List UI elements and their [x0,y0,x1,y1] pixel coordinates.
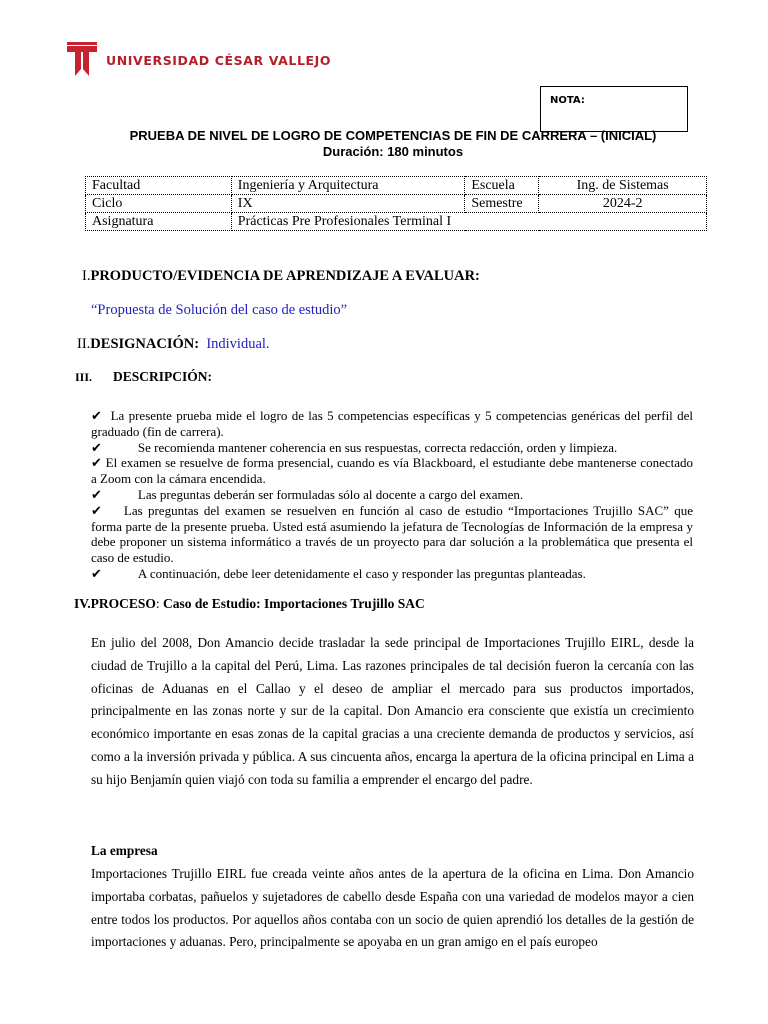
bullet-text: A continuación, debe leer detenidamente el caso y responder las preguntas planteadas. [137,565,586,581]
list-item [91,487,693,503]
list-item [91,440,693,456]
check-icon: ✔ [91,565,102,581]
check-icon: ✔ [91,455,102,471]
section-4-heading [74,596,425,612]
section-title: DESIGNACIÓN: [90,336,200,352]
section-2-heading [77,336,270,353]
paragraph-text: En julio del 2008, Don Amancio decide trasladar la sede principal de Importaciones Trujillo EIRL, desde la ciudad de Trujillo a la capital del Perú, Lima. Las razones principales de tal decisión fueron la cercanía con las oficinas de Aduanas en el Callao y el deseo de ampliar el mercado para sus productos importados, principalmente en las zonas norte y sur de la capital. Don Amancio era consciente que existía un crecimiento económico importante en esas zonas de la capital gracias a una creciente demanda de productos y servicios, así como a la inversión privada y pública. A sus cincuenta años, encarga la apertura de la oficina principal en Lima a su hijo Benjamín quien viajó con toda su familia a emprender el encargo del padre. [91,635,694,787]
table-row [86,213,707,231]
case-paragraph-2 [91,863,694,954]
check-icon: ✔ [91,502,102,518]
table-cell: Ingeniería y Arquitectura [231,177,465,195]
table-cell: Prácticas Pre Profesionales Terminal I [231,213,706,231]
paragraph-text: Importaciones Trujillo EIRL fue creada veinte años antes de la apertura de la oficina en Lima. Don Amancio importaba corbatas, pañuelos y sujetadores de cabello desde España con una variedad de modelos mayor a cien entre todos los productos. Por aquellos años contaba con un socio de quien aprendió los detalles de la gestión de importaciones y aduanas. Pero, principalmente se apoyaba en un gran amigo en el país europeo [91,866,694,950]
exam-title: PRUEBA DE NIVEL DE LOGRO DE COMPETENCIAS DE FIN DE CARRERA – (INICIAL) [129,128,657,143]
nota-box[interactable] [540,86,688,132]
exam-duration: Duración: 180 minutos [322,144,464,159]
table-cell: 2024-2 [539,195,707,213]
bullet-text: La presente prueba mide el logro de las 5 competencias específicas y 5 competencias genéricas del perfil del graduado (fin de carrera). [91,408,693,439]
check-icon: ✔ [91,408,102,423]
check-icon: ✔ [91,439,102,455]
designation-value: Individual. [206,336,270,352]
section-1-heading [82,268,480,285]
case-paragraph-1 [91,632,694,792]
list-item [91,455,693,487]
table-cell: Asignatura [86,213,232,231]
description-bullets [91,408,693,582]
info-table [85,176,707,231]
logo-text: UNIVERSIDAD CÉSAR VALLEJO [106,52,332,68]
nota-label: NOTA: [550,95,585,106]
table-row [86,177,707,195]
table-cell: Escuela [465,177,539,195]
section-separator: : [155,596,164,611]
table-cell: IX [231,195,465,213]
section-3-title: DESCRIPCIÓN: [113,369,213,384]
section-title: PROCESO [90,596,156,611]
ucv-logo-icon [66,42,98,78]
case-title: Caso de Estudio: Importaciones Trujillo SAC [163,596,425,611]
section-title: PRODUCTO/EVIDENCIA DE APRENDIZAJE A EVALUAR: [90,268,480,284]
case-subheading: La empresa [91,843,158,858]
check-icon: ✔ [91,486,102,502]
list-item [91,408,693,440]
section-number: II. [77,336,91,352]
bullet-text: Las preguntas deberán ser formuladas sólo al docente a cargo del examen. [137,486,524,502]
list-item [91,503,693,566]
university-logo [66,42,331,78]
table-cell: Semestre [465,195,539,213]
table-cell: Ciclo [86,195,232,213]
list-item [91,566,693,582]
section-3-number: III. [75,370,93,384]
section-1-content: “Propuesta de Solución del caso de estudio” [91,302,348,318]
table-cell: Facultad [86,177,232,195]
bullet-text: El examen se resuelve de forma presencial, cuando es vía Blackboard, el estudiante debe mantenerse conectado a Zoom con la cámara encendida. [91,455,693,487]
bullet-text: Las preguntas del examen se resuelven en función al caso de estudio “Importaciones Trujillo SAC” que forma parte de la presente prueba. Usted está asumiendo la jefatura de Tecnologías de Información de la empresa y debe proponer un sistema informático a través de un proyecto para dar solución a la problemática que presenta el caso de estudio. [91,502,693,566]
bullet-text: Se recomienda mantener coherencia en sus respuestas, correcta redacción, orden y limpieza. [137,439,618,455]
section-number: IV. [74,596,91,611]
section-number: I. [82,268,91,284]
table-row [86,195,707,213]
table-cell: Ing. de Sistemas [539,177,707,195]
